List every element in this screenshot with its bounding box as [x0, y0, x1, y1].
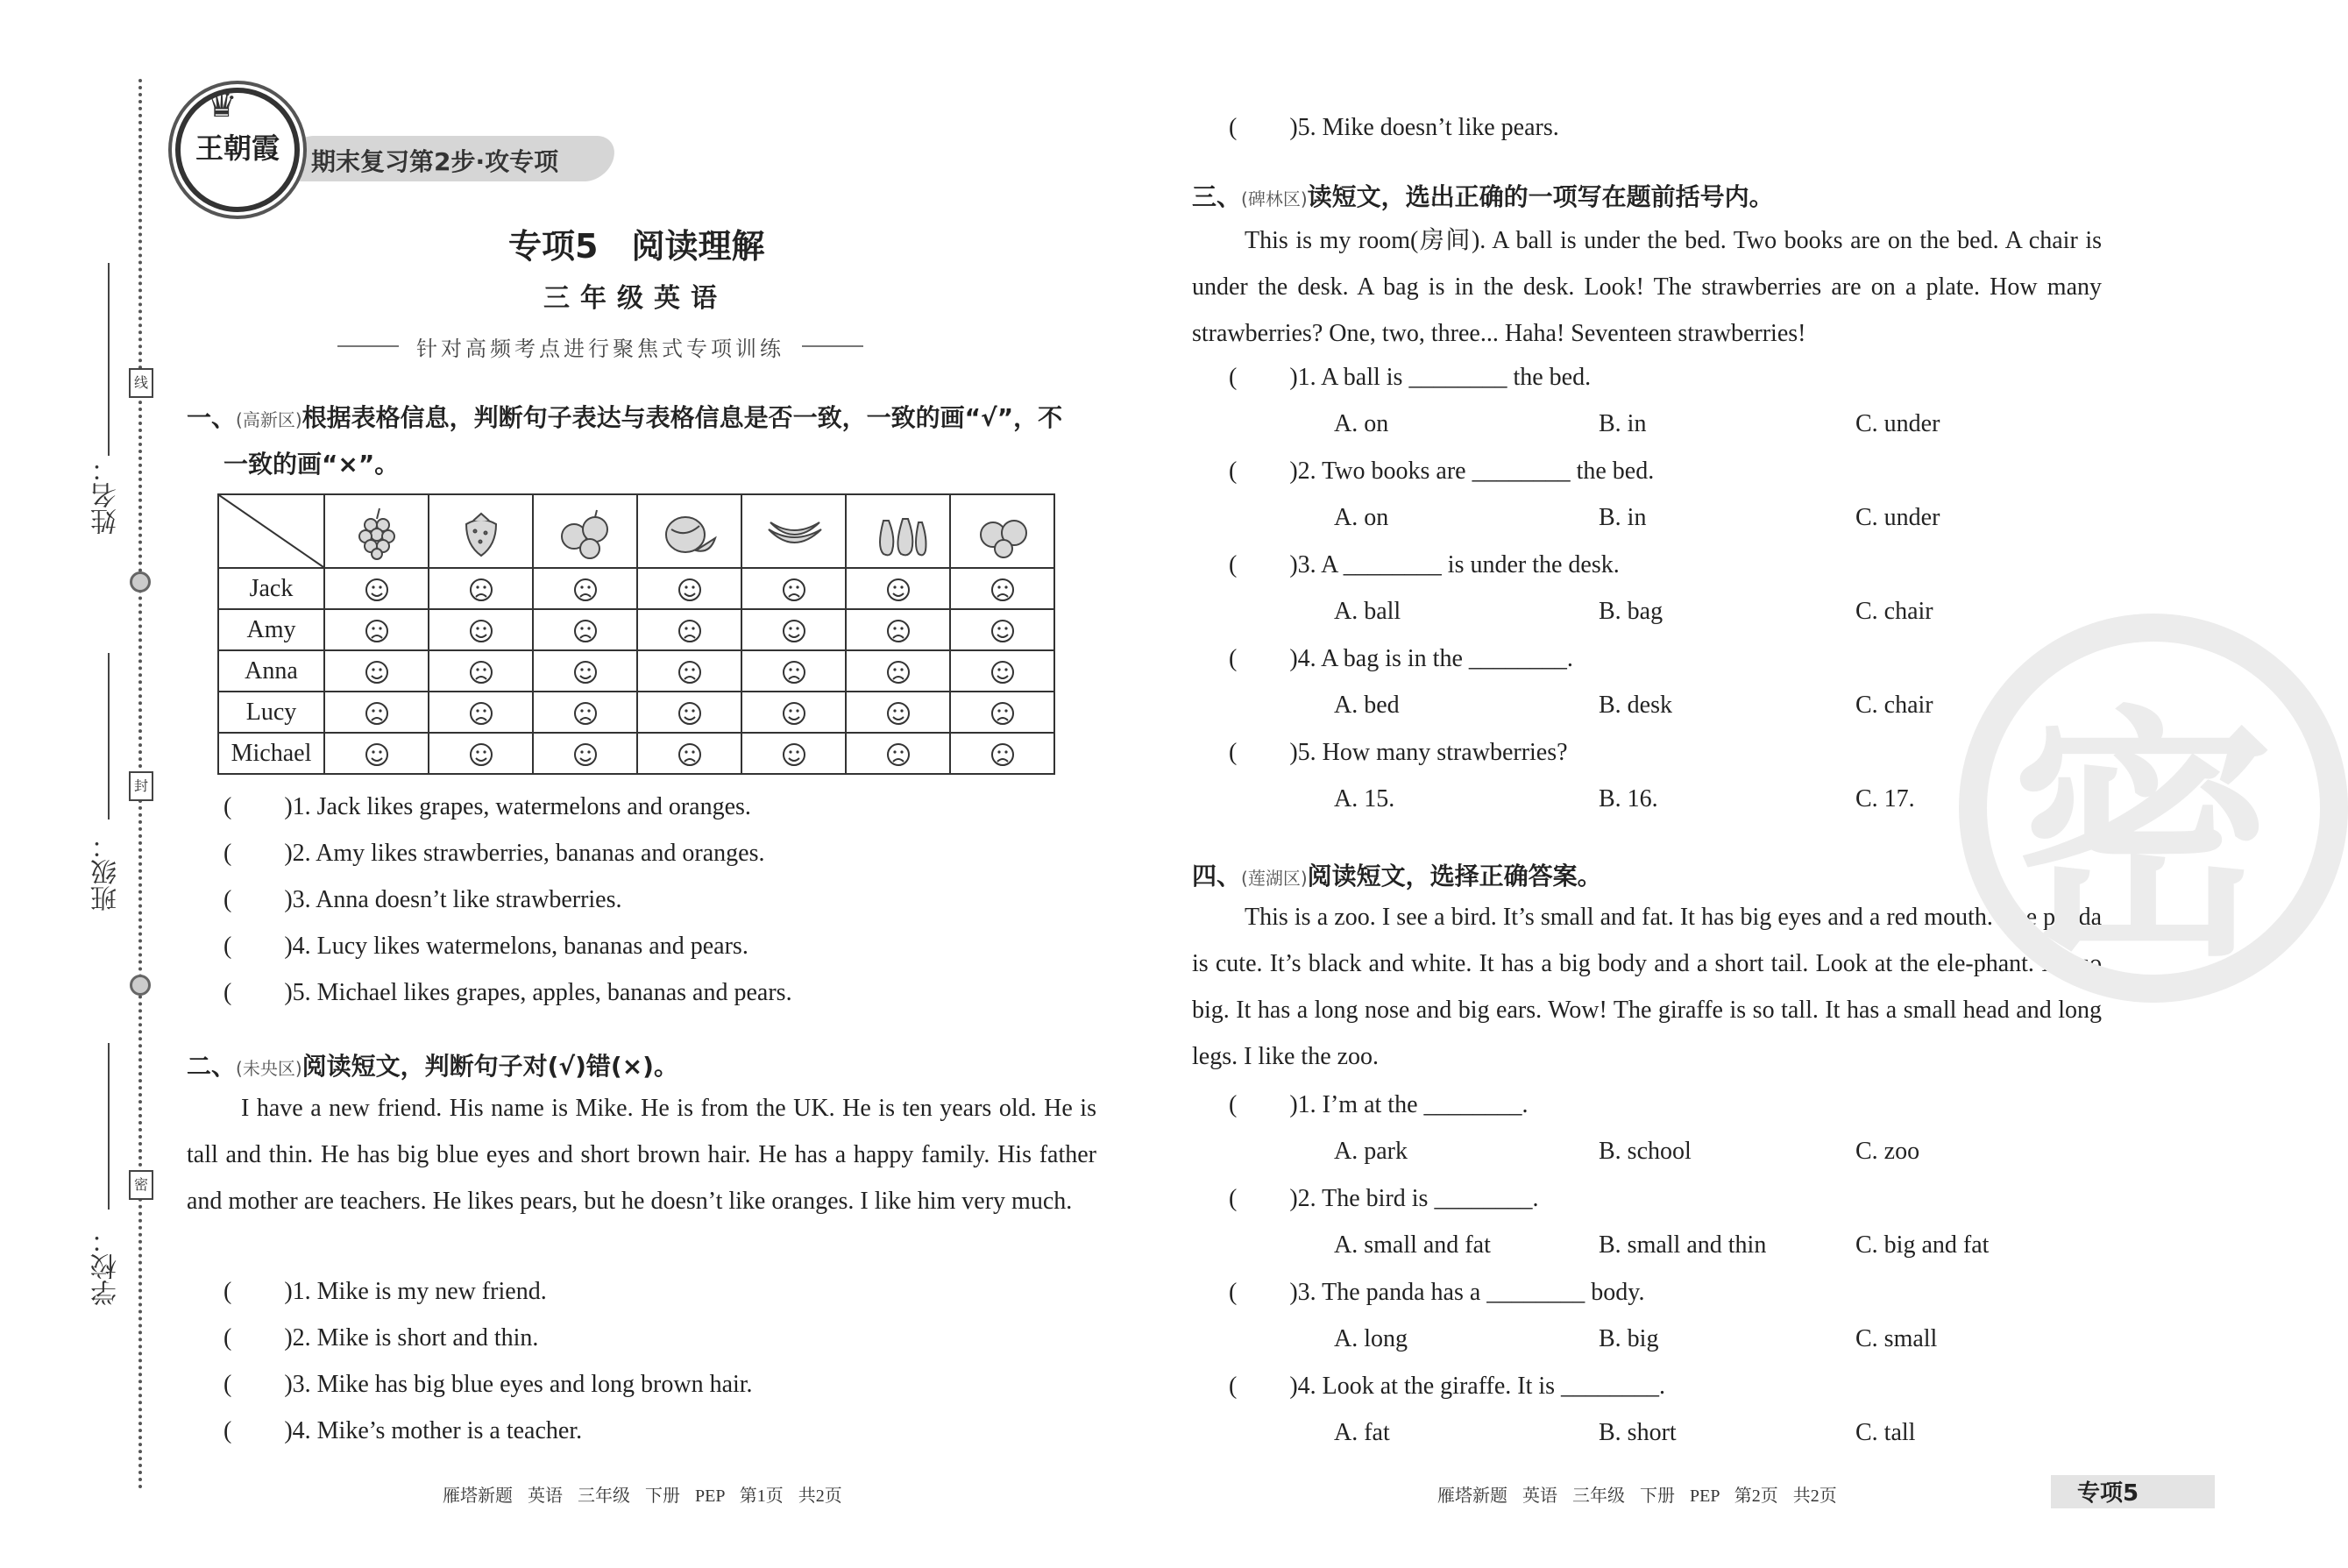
question-item [1229, 1185, 1538, 1213]
question-text: )2. Two books are ________ the bed. [1289, 458, 1655, 485]
happy-face-icon [324, 650, 429, 692]
item-text: )2. Mike is short and thin. [284, 1324, 539, 1352]
item-text: )3. Anna doesn’t like strawberries. [284, 886, 622, 913]
tagline-row [337, 329, 863, 364]
answer-bracket[interactable]: ( [1229, 645, 1238, 672]
strawberry-icon [450, 503, 512, 559]
answer-bracket[interactable]: ( [1229, 739, 1238, 766]
question-text: )1. A ball is ________ the bed. [1289, 364, 1592, 391]
section4-district: (莲湖区) [1241, 868, 1308, 889]
row-name: Lucy [218, 692, 324, 733]
answer-bracket[interactable]: ( [1229, 1091, 1238, 1118]
sad-face-icon [533, 609, 637, 650]
item-text: )2. Amy likes strawberries, bananas and oranges. [284, 840, 765, 867]
happy-face-icon [324, 568, 429, 609]
option-b[interactable]: B. desk [1599, 692, 1672, 719]
happy-face-icon [741, 692, 846, 733]
sad-face-icon [429, 650, 533, 692]
footer-left: 雁塔新题 英语 三年级 下册 PEP 第1页 共2页 [443, 1486, 842, 1506]
sad-face-icon [637, 650, 741, 692]
option-a[interactable]: A. 15. [1334, 785, 1395, 812]
option-c[interactable]: C. under [1855, 410, 1940, 437]
option-a[interactable]: A. ball [1334, 598, 1401, 625]
question-item [1229, 364, 1591, 392]
question-text: )5. How many strawberries? [1289, 739, 1568, 766]
logo-text: 王朝霞 [195, 131, 280, 165]
question-text: )1. I’m at the ________. [1289, 1091, 1529, 1118]
page-title: 专项5 阅读理解 [508, 227, 765, 266]
happy-face-icon [950, 609, 1054, 650]
judgement-item [223, 1324, 538, 1352]
sad-face-icon [950, 733, 1054, 774]
section3-passage: This is my room(房间). A ball is under the bed. Two books are on the bed. A chair is under the desk. A bag is in the desk. Look! The strawberries are on a plate. How many strawberries? One, two, three... Haha! Seventeen strawberries! [1192, 227, 2102, 347]
happy-face-icon [741, 609, 846, 650]
sad-face-icon [846, 609, 950, 650]
binding-hole-2 [130, 975, 151, 996]
tagline-rule-left [337, 345, 399, 347]
sad-face-icon [846, 733, 950, 774]
option-b[interactable]: B. short [1599, 1419, 1677, 1446]
fruit-header-5 [846, 494, 950, 568]
option-c[interactable]: C. chair [1855, 598, 1933, 625]
section2-instruction: 阅读短文，判断句子对(√)错(×)。 [301, 1052, 678, 1081]
section3-district: (碑林区) [1241, 188, 1308, 209]
judgement-item [223, 886, 622, 914]
class-label: 班级： [91, 833, 122, 912]
sad-face-icon [637, 609, 741, 650]
answer-bracket[interactable]: ( [223, 840, 232, 867]
question-text: )3. The panda has a ________ body. [1289, 1279, 1645, 1306]
section2-passage: I have a new friend. His name is Mike. He is from the UK. He is ten years old. He is tall and thin. He has big blue eyes and short brown hair. He has a happy family. His father and mother are teachers. He likes pears, but he doesn’t like oranges. I like him very much. [187, 1095, 1096, 1215]
question-item [1229, 739, 1568, 767]
table-corner-diagonal [218, 494, 324, 568]
seal-box-bot: 密 [129, 1170, 153, 1200]
answer-bracket[interactable]: ( [223, 886, 232, 913]
brand-logo [175, 88, 300, 212]
question-item [1229, 1373, 1665, 1401]
section4-passage: This is a zoo. I see a bird. It’s small and fat. It has big eyes and a red mouth. The panda is cute. It’s black and white. It has a big body and a short tail. Look at the ele-phant. It’s so big. It has a long nose and big ears. Wow! The giraffe is so tall. It has a small head and long legs. I like the zoo. [1192, 904, 2102, 1070]
answer-bracket[interactable]: ( [223, 979, 232, 1006]
section3-heading [1192, 178, 1774, 213]
item-text: )5. Michael likes grapes, apples, bananas and pears. [284, 979, 792, 1006]
option-c[interactable]: C. 17. [1855, 785, 1915, 812]
fruit-header-1 [429, 494, 533, 568]
happy-face-icon [846, 692, 950, 733]
answer-bracket[interactable]: ( [223, 793, 232, 820]
seal-box-mid: 封 [129, 771, 153, 801]
answer-bracket[interactable]: ( [223, 1417, 232, 1444]
option-a[interactable]: A. long [1334, 1325, 1408, 1352]
happy-face-icon [429, 733, 533, 774]
happy-face-icon [637, 568, 741, 609]
name-label: 姓名： [91, 456, 122, 535]
happy-face-icon [324, 733, 429, 774]
option-b[interactable]: B. small and thin [1599, 1231, 1767, 1259]
option-b[interactable]: B. in [1599, 504, 1647, 531]
section1-district: (高新区) [236, 409, 302, 430]
option-b[interactable]: B. bag [1599, 598, 1663, 625]
fruit-header-6 [950, 494, 1054, 568]
answer-bracket[interactable]: ( [1229, 551, 1238, 578]
answer-bracket[interactable]: ( [1229, 458, 1238, 485]
table-row [218, 568, 1054, 609]
happy-face-icon [533, 733, 637, 774]
sad-face-icon [846, 650, 950, 692]
answer-bracket[interactable]: ( [1229, 1185, 1238, 1212]
binding-hole-1 [130, 571, 151, 592]
option-c[interactable]: C. small [1855, 1325, 1938, 1352]
table-row [218, 733, 1054, 774]
sad-face-icon [950, 692, 1054, 733]
sad-face-icon [324, 609, 429, 650]
answer-bracket[interactable]: ( [1229, 1279, 1238, 1306]
table-row [218, 692, 1054, 733]
question-item [1229, 551, 1620, 579]
section4-instruction: 阅读短文，选择正确答案。 [1307, 862, 1602, 890]
answer-bracket[interactable]: ( [223, 1278, 232, 1305]
banner-text: 期末复习第2步·攻专项 [311, 147, 559, 176]
question-item [1229, 1279, 1644, 1307]
option-a[interactable]: A. fat [1334, 1419, 1390, 1446]
answer-bracket[interactable]: ( [223, 1371, 232, 1398]
bananas-icon [763, 503, 825, 559]
row-name: Anna [218, 650, 324, 692]
question-item [1229, 1091, 1529, 1119]
school-blank[interactable] [108, 1043, 110, 1210]
answer-bracket[interactable]: ( [223, 933, 232, 960]
answer-bracket[interactable]: ( [223, 1324, 232, 1352]
happy-face-icon [533, 650, 637, 692]
sad-face-icon [429, 692, 533, 733]
tagline-rule-right [802, 345, 863, 347]
judgement-item [223, 793, 751, 821]
section2-district: (未央区) [236, 1058, 302, 1079]
sad-face-icon [533, 568, 637, 609]
sad-face-icon [637, 733, 741, 774]
sad-face-icon [741, 650, 846, 692]
row-name: Michael [218, 733, 324, 774]
section2-number: 二、 [187, 1052, 237, 1081]
question-item [1229, 458, 1654, 486]
option-a[interactable]: A. small and fat [1334, 1231, 1491, 1259]
section1-number: 一、 [187, 403, 237, 432]
judgement-item [223, 840, 765, 868]
item-text: )3. Mike has big blue eyes and long brown hair. [284, 1371, 753, 1398]
section3-number: 三、 [1192, 182, 1242, 211]
happy-face-icon [846, 568, 950, 609]
sad-face-icon [533, 692, 637, 733]
answer-bracket[interactable]: ( [1229, 364, 1238, 391]
row-name: Jack [218, 568, 324, 609]
preference-table [217, 493, 1055, 775]
fruit-header-3 [637, 494, 741, 568]
sad-face-icon [741, 568, 846, 609]
watermelon-icon [659, 503, 720, 559]
option-a[interactable]: A. park [1334, 1138, 1408, 1165]
table-row [218, 650, 1054, 692]
option-a[interactable]: A. on [1334, 410, 1389, 437]
watermark-seal-icon: 密 [2011, 685, 2274, 991]
page-subtitle: 三年级英语 [543, 283, 727, 314]
happy-face-icon [429, 609, 533, 650]
fruit-header-0 [324, 494, 429, 568]
option-b[interactable]: B. in [1599, 410, 1647, 437]
option-a[interactable]: A. bed [1334, 692, 1400, 719]
happy-face-icon [637, 692, 741, 733]
answer-bracket[interactable]: ( [1229, 114, 1238, 141]
crown-icon: ♛ [206, 85, 238, 124]
footer-right: 雁塔新题 英语 三年级 下册 PEP 第2页 共2页 [1437, 1486, 1837, 1506]
sad-face-icon [429, 568, 533, 609]
fruit-header-2 [533, 494, 637, 568]
sad-face-icon [950, 568, 1054, 609]
section1-instruction-cont: 一致的画“×”。 [223, 450, 400, 479]
judgement-item [223, 933, 748, 961]
sad-face-icon [324, 692, 429, 733]
option-c[interactable]: C. chair [1855, 692, 1933, 719]
section4-number: 四、 [1192, 862, 1242, 890]
table-row [218, 609, 1054, 650]
option-c[interactable]: C. zoo [1855, 1138, 1920, 1165]
item-text: )5. Mike doesn’t like pears. [1289, 114, 1559, 141]
section4-heading [1192, 857, 1602, 892]
item-text: )4. Mike’s mother is a teacher. [284, 1417, 583, 1444]
item-text: )4. Lucy likes watermelons, bananas and pears. [284, 933, 748, 960]
judgement-item [223, 1371, 753, 1399]
section-tag: 专项5 [2077, 1480, 2139, 1507]
oranges-icon [972, 503, 1033, 559]
question-text: )4. Look at the giraffe. It is ________. [1289, 1373, 1666, 1400]
option-c[interactable]: C. under [1855, 504, 1940, 531]
section2-heading [187, 1047, 678, 1082]
judgement-item [1229, 114, 1559, 142]
item-text: )1. Jack likes grapes, watermelons and oranges. [284, 793, 751, 820]
item-text: )1. Mike is my new friend. [284, 1278, 547, 1305]
grapes-icon [346, 503, 408, 559]
section1-instruction: 根据表格信息，判断句子表达与表格信息是否一致，一致的画“√”，不 [301, 403, 1063, 432]
question-text: )2. The bird is ________. [1289, 1185, 1539, 1212]
name-blank[interactable] [108, 263, 110, 456]
section3-instruction: 读短文，选出正确的一项写在题前括号内。 [1307, 182, 1774, 211]
option-b[interactable]: B. big [1599, 1325, 1659, 1352]
answer-bracket[interactable]: ( [1229, 1373, 1238, 1400]
judgement-item [223, 1417, 582, 1445]
happy-face-icon [741, 733, 846, 774]
tagline: 针对高频考点进行聚焦式专项训练 [416, 336, 784, 361]
option-c[interactable]: C. big and fat [1855, 1231, 1990, 1259]
seal-box-top: 线 [129, 368, 153, 398]
question-text: )3. A ________ is under the desk. [1289, 551, 1620, 578]
option-a[interactable]: A. on [1334, 504, 1389, 531]
pears-icon [868, 503, 929, 559]
option-b[interactable]: B. 16. [1599, 785, 1658, 812]
school-label: 学校： [91, 1227, 122, 1306]
question-text: )4. A bag is in the ________. [1289, 645, 1573, 672]
apples-icon [555, 503, 616, 559]
judgement-item [223, 979, 792, 1007]
class-blank[interactable] [108, 653, 110, 819]
option-c[interactable]: C. tall [1855, 1419, 1916, 1446]
fruit-header-4 [741, 494, 846, 568]
row-name: Amy [218, 609, 324, 650]
section1-heading [187, 399, 1062, 434]
question-item [1229, 645, 1573, 673]
judgement-item [223, 1278, 547, 1306]
option-b[interactable]: B. school [1599, 1138, 1692, 1165]
happy-face-icon [950, 650, 1054, 692]
